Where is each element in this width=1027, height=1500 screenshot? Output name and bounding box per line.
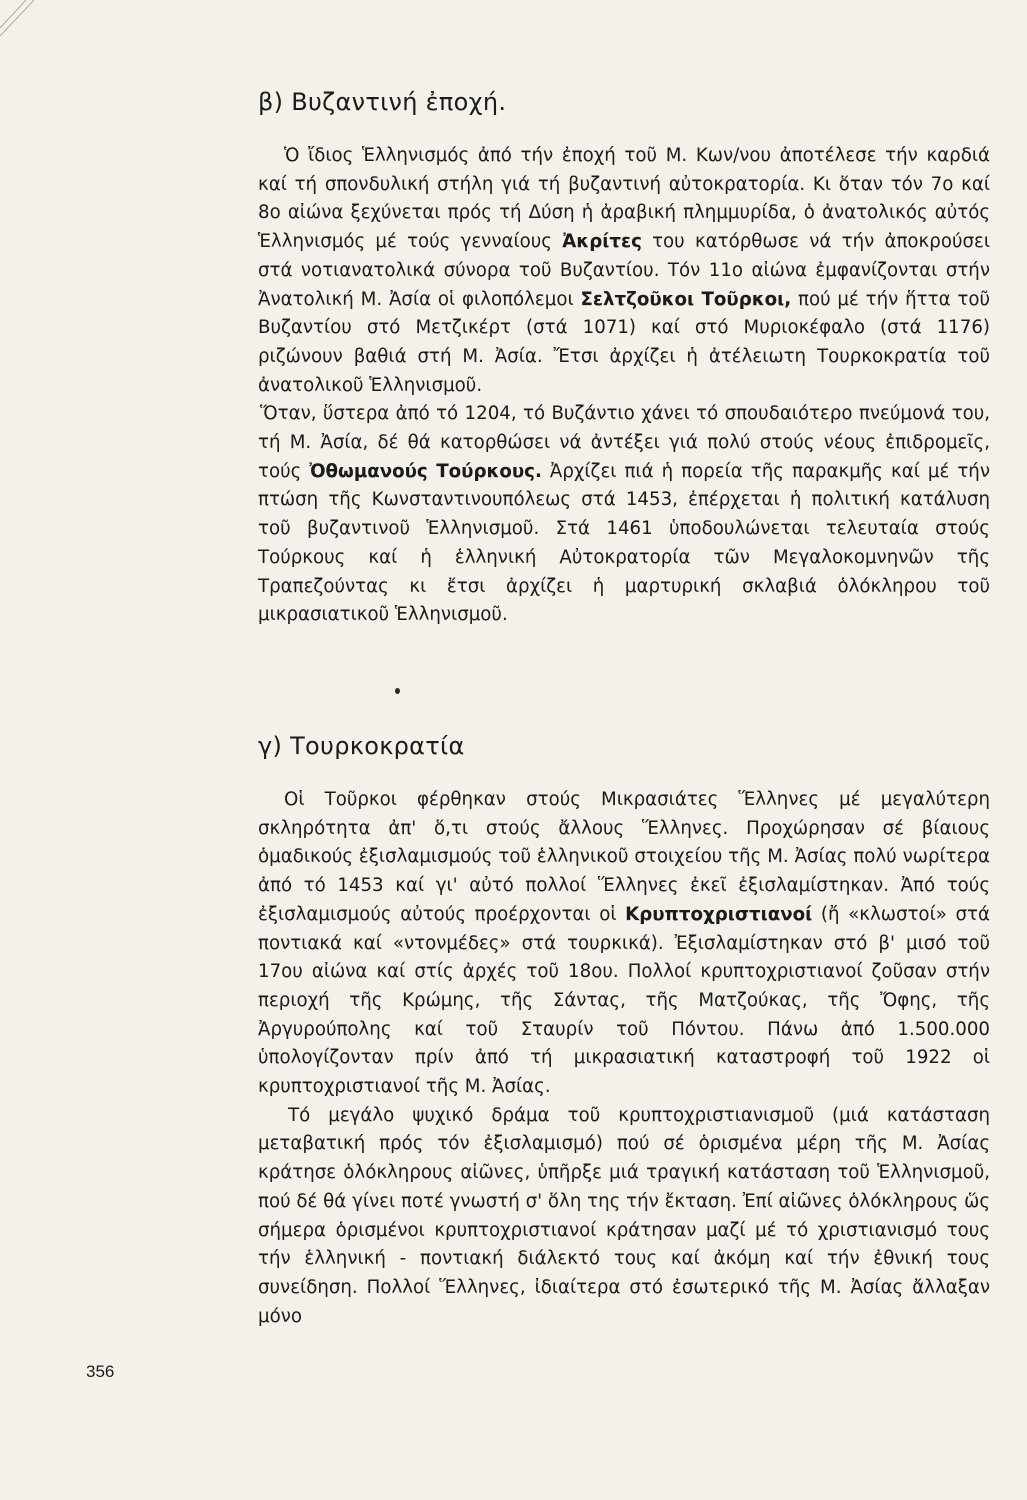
paragraph: [258, 786, 990, 1102]
paragraph-text: Ἀρχίζει πιά ἡ πορεία τῆς παρακμῆς καί μέ τήν πτώση τῆς Κωνσταντινουπόλεως στά 1453, ἐπέρχεται ἡ πολιτική κατάλυση τοῦ βυζαντινοῦ Ἑλληνισμοῦ. Στά 1461 ὑποδουλώνεται τελευταία στούς Τούρκους καί ἡ ἑλληνική Αὐτοκρατορία τῶν Μεγαλοκομνηνῶν τῆς Τραπεζούντας κι ἔτσι ἀρχίζει ἡ μαρτυρική σκλαβιά ὁλόκληρου τοῦ μικρασιατικοῦ Ἑλληνισμοῦ.: [258, 460, 990, 626]
paragraph: [258, 400, 990, 630]
bold-term-seljuks: Σελτζοῦκοι Τοῦρκοι,: [580, 288, 792, 310]
paragraph: [258, 1102, 990, 1332]
section-turkish-rule-body: [258, 786, 990, 1331]
bold-term-cryptochristians: Κρυπτοχριστιανοί: [625, 903, 813, 925]
paragraph: [258, 142, 990, 400]
section-heading-byzantine: β) Βυζαντινή ἐποχή.: [258, 88, 507, 116]
section-heading-turkish-rule: γ) Τουρκοκρατία: [258, 732, 465, 760]
paragraph-text: Ὁ ἴδιος Ἑλληνισμός ἀπό τήν ἐποχή τοῦ Μ. Κων/νου ἀποτέλεσε τήν καρδιά καί τή σπονδυλική στήλη γιά τή βυζαντινή αὐτοκρατορία. Κι ὅταν τόν 7ο καί 8ο αἰώνα ξεχύνεται πρός τή Δύση ἡ ἀραβική πλημμυρίδα, ὁ ἀνατολικός αὐτός Ἑλληνισμός μέ τούς γενναίους: [258, 145, 990, 253]
paragraph-text: Οἱ Τοῦρκοι φέρθηκαν στούς Μικρασιάτες Ἕλληνες μέ μεγαλύτερη σκληρότητα ἀπ' ὅ,τι στούς ἄλλους Ἕλληνες. Προχώρησαν σέ βίαιους ὁμαδικούς ἐξισλαμισμούς τοῦ ἑλληνικοῦ στοιχείου τῆς Μ. Ἀσίας πολύ νωρίτερα ἀπό τό 1453 καί γι' αὐτό πολλοί Ἕλληνες ἐκεῖ ἐξισλαμίστηκαν. Ἀπό τούς ἐξισλαμισμούς αὐτούς προέρχονται οἱ: [258, 789, 990, 925]
section-byzantine-body: [258, 142, 990, 630]
paragraph-text: Τό μεγάλο ψυχικό δράμα τοῦ κρυπτοχριστιανισμοῦ (μιά κατάσταση μεταβατική πρός τόν ἐξισλαμισμό) πού σέ ὁρισμένα μέρη τῆς Μ. Ἀσίας κράτησε ὁλόκληρους αἰῶνες, ὑπῆρξε μιά τραγική κατάσταση τοῦ Ἑλληνισμοῦ, πού δέ θά γίνει ποτέ γνωστή σ' ὅλη της τήν ἔκταση. Ἐπί αἰῶνες ὁλόκληρους ὥς σήμερα ὁρισμένοι κρυπτοχριστιανοί κράτησαν μαζί μέ τό χριστιανισμό τους τήν ἑλληνική - ποντιακή διάλεκτό τους καί ἀκόμη καί τήν ἐθνική τους συνείδηση. Πολλοί Ἕλληνες, ἰδιαίτερα στό ἐσωτερικό τῆς Μ. Ἀσίας ἄλλαξαν μόνο: [258, 1104, 990, 1327]
bold-term-akrites: Ἀκρίτες: [562, 231, 642, 253]
page-corner-scratch: [0, 0, 40, 40]
paragraph-text: Ὅταν, ὕστερα ἀπό τό 1204, τό Βυζάντιο χάνει τό σπουδαιότερο πνεύμονά του, τή Μ. Ἀσία, δέ θά κατορθώσει νά ἀντέξει γιά πολύ στούς νέους ἐπιδρομεῖς, τούς: [258, 403, 990, 482]
ink-speck: [395, 688, 400, 694]
paragraph-text: του κατόρθωσε νά τήν ἀποκρούσει στά νοτιανατολικά σύνορα τοῦ Βυζαντίου. Τόν 11ο αἰώνα ἐμφανίζονται στήν Ἀνατολική Μ. Ἀσία οἱ φιλοπόλεμοι: [258, 231, 990, 310]
paragraph-text: (ἤ «κλωστοί» στά ποντιακά καί «ντονμέδες» στά τουρκικά). Ἐξισλαμίστηκαν στό β' μισό τοῦ 17ου αἰώνα καί στίς ἀρχές τοῦ 18ου. Πολλοί κρυπτοχριστιανοί ζοῦσαν στήν περιοχή τῆς Κρώμης, τῆς Σάντας, τῆς Ματζούκας, τῆς Ὄφης, τῆς Ἀργυρούπολης καί τοῦ Σταυρίν τοῦ Πόντου. Πάνω ἀπό 1.500.000 ὑπολογίζονταν πρίν ἀπό τή μικρασιατική καταστροφή τοῦ 1922 οἱ κρυπτοχριστιανοί τῆς Μ. Ἀσίας.: [258, 903, 990, 1098]
page-number: 356: [86, 1362, 115, 1381]
paragraph-text: πού μέ τήν ἥττα τοῦ Βυζαντίου στό Μετζικέρτ (στά 1071) καί στό Μυριοκέφαλο (στά 1176) ριζώνουν βαθιά στή Μ. Ἀσία. Ἔτσι ἀρχίζει ἡ ἀτέλειωτη Τουρκοκρατία τοῦ ἀνατολικοῦ Ἑλληνισμοῦ.: [258, 288, 990, 396]
bold-term-ottomans: Ὀθωμανούς Τούρκους.: [309, 460, 542, 482]
